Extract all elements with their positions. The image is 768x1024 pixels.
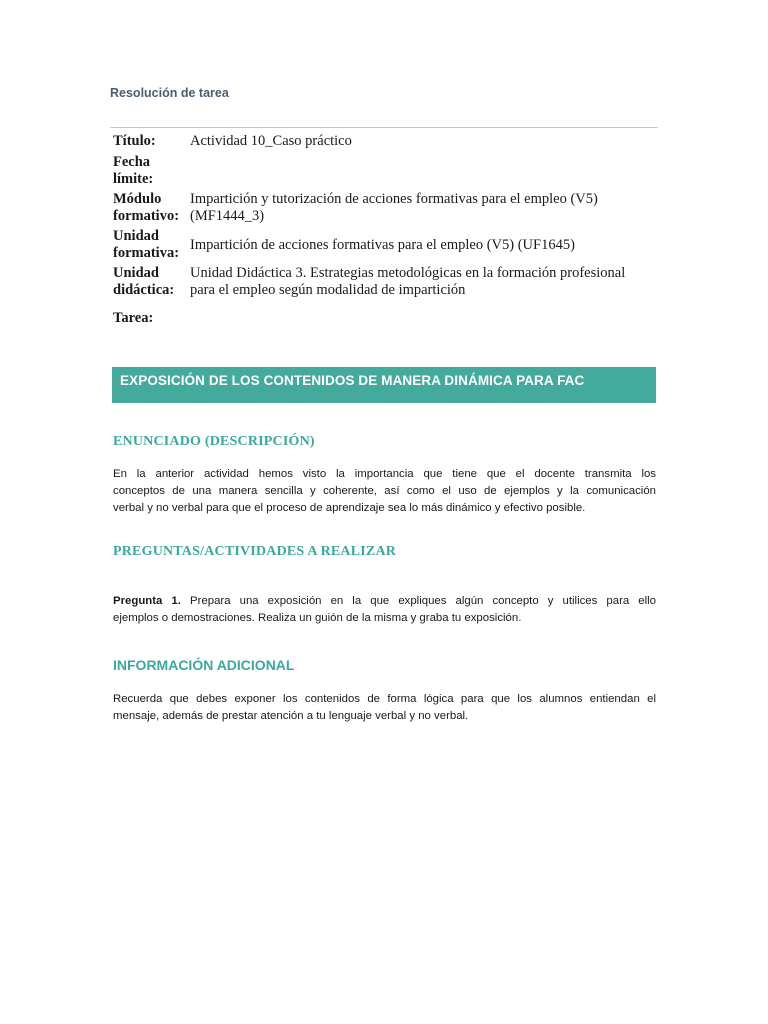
enunciado-paragraph [113,466,656,517]
header-divider [110,127,658,128]
modulo-value-line-2: (MF1444_3) [190,208,265,224]
unidad-didactica-value [190,265,658,300]
unidadd-value-line-1: Unidad Didáctica 3. Estrategias metodológicas en la formación profesional [190,264,626,281]
meta-row-titulo [113,133,658,151]
unidadd-value-line-2: para el empleo según modalidad de impartición [190,282,466,298]
task-title-banner [112,367,656,403]
meta-row-fecha-limite [113,154,658,189]
unidadd-label-line-2: didáctica: [113,282,175,298]
meta-row-unidad-didactica [113,265,658,300]
modulo-formativo-label [113,191,190,226]
task-metadata-table [113,133,658,329]
unidadf-label-line-2: formativa: [113,245,180,261]
titulo-label: Título: [113,133,156,149]
tarea-value [190,310,658,328]
modulo-label-line-2: formativo: [113,208,180,224]
pregunta-1-label: Pregunta 1. [113,595,181,607]
enunciado-line-3: verbal y no verbal para que el proceso de aprendizaje sea lo más dinámico y efectivo posible. [113,502,586,514]
pregunta-1-line-2: ejemplos o demostraciones. Realiza un guión de la misma y graba tu exposición. [113,612,522,624]
pregunta-1-text-line-1: Prepara una exposición en la que expliques algún concepto y utilices para ello [190,595,656,607]
fecha-label-line-1: Fecha [113,153,151,170]
unidadf-label-line-1: Unidad [113,227,159,244]
informacion-adicional-heading: INFORMACIÓN ADICIONAL [113,657,295,673]
enunciado-line-2: conceptos de una manera sencilla y coherente, así como el uso de ejemplos y la comunicación [113,485,656,497]
meta-row-tarea [113,310,658,328]
tarea-label: Tarea: [113,309,154,326]
meta-row-unidad-formativa [113,228,658,263]
pregunta-1-line-1 [113,593,656,610]
informacion-adicional-paragraph [113,691,656,725]
modulo-formativo-value [190,191,658,226]
unidad-formativa-label [113,228,190,263]
info-line-1: Recuerda que debes exponer los contenidos de forma lógica para que los alumnos entiendan el [113,693,656,705]
pregunta-1-paragraph [113,593,656,627]
fecha-label-line-2: límite: [113,171,154,187]
fecha-limite-label [113,154,190,189]
fecha-limite-value [190,154,658,189]
modulo-value-line-1: Impartición y tutorización de acciones formativas para el empleo (V5) [190,190,598,207]
meta-row-modulo-formativo [113,191,658,226]
task-title-banner-text: EXPOSICIÓN DE LOS CONTENIDOS DE MANERA DINÁMICA PARA FAC [120,373,585,388]
unidad-didactica-label [113,265,190,300]
document-header-title: Resolución de tarea [110,86,229,100]
modulo-label-line-1: Módulo [113,190,162,207]
enunciado-heading: ENUNCIADO (DESCRIPCIÓN) [113,434,315,449]
unidadd-label-line-1: Unidad [113,264,159,281]
info-line-2: mensaje, además de prestar atención a tu lenguaje verbal y no verbal. [113,710,469,722]
titulo-value: Actividad 10_Caso práctico [190,133,352,149]
unidad-formativa-value: Impartición de acciones formativas para el empleo (V5) (UF1645) [190,236,575,253]
enunciado-line-1: En la anterior actividad hemos visto la importancia que tiene que el docente transmita los [113,468,656,480]
preguntas-heading: PREGUNTAS/ACTIVIDADES A REALIZAR [113,544,397,559]
